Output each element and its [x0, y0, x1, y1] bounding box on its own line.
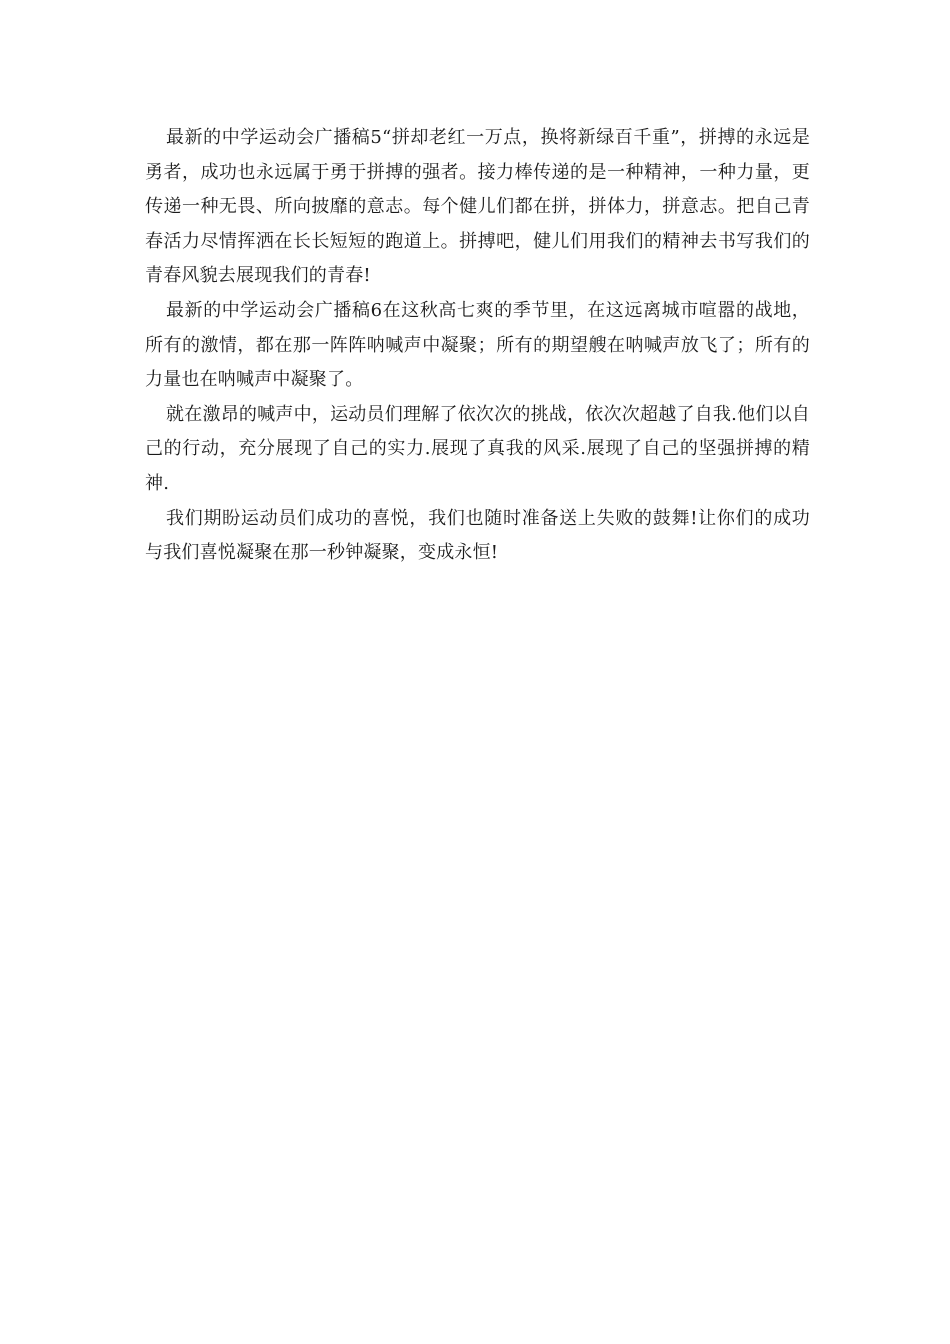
paragraph-athletes-challenge: 就在激昂的喊声中，运动员们理解了依次次的挑战，依次次超越了自我.他们以自己的行动，充分展现了自己的实力.展现了真我的风采.展现了自己的坚强拼搏的精神.	[145, 403, 810, 494]
document-body	[145, 121, 810, 571]
paragraph-broadcast-5: 最新的中学运动会广播稿5“拼却老红一万点，换将新绿百千重”，拼搏的永远是勇者，成功也永远属于勇于拼搏的强者。接力棒传递的是一种精神，一种力量，更传递一种无畏、所向披靡的意志。每个健儿们都在拼，拼体力，拼意志。把自己青春活力尽情挥洒在长长短短的跑道上。拼搏吧，健儿们用我们的精神去书写我们的青春风貌去展现我们的青春!	[145, 127, 810, 287]
paragraph-broadcast-6: 最新的中学运动会广播稿6在这秋高七爽的季节里，在这远离城市喧嚣的战地，所有的激情，都在那一阵阵呐喊声中凝聚；所有的期望艘在呐喊声放飞了；所有的力量也在呐喊声中凝聚了。	[145, 299, 810, 391]
paragraph-encouragement: 我们期盼运动员们成功的喜悦，我们也随时准备送上失败的鼓舞!让你们的成功与我们喜悦凝聚在那一秒钟凝聚，变成永恒!	[145, 507, 810, 564]
